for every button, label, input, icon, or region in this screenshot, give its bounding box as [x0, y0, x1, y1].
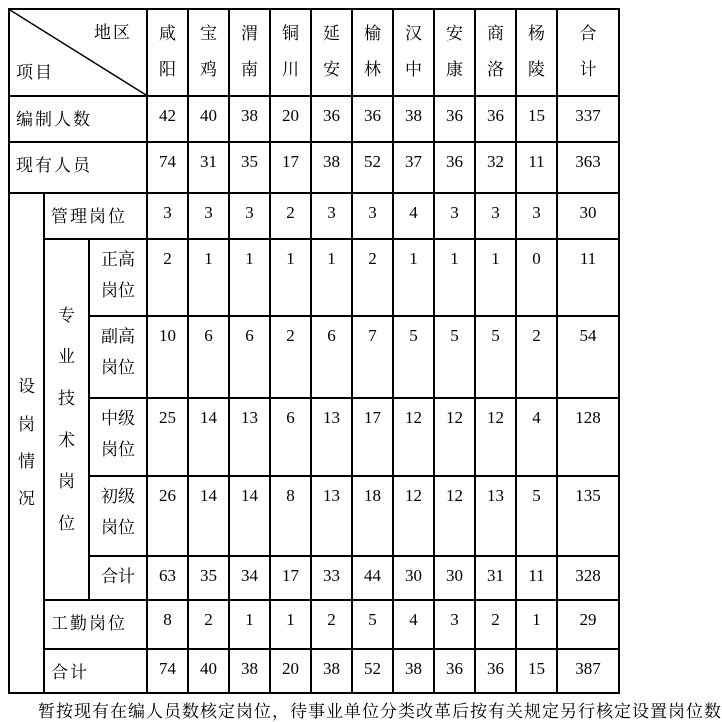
- value-cell: 328: [557, 556, 619, 600]
- value-cell: 29: [557, 600, 619, 649]
- table-row: [9, 556, 619, 600]
- column-header-label: 商洛: [486, 24, 504, 79]
- column-header: [352, 9, 393, 96]
- column-header-label: 宝鸡: [199, 24, 217, 79]
- value-cell: 54: [557, 316, 619, 398]
- value-cell: 44: [352, 556, 393, 600]
- value-cell: 363: [557, 142, 619, 193]
- group-label-professional-section: 专业技术岗位: [44, 239, 89, 600]
- value-cell: 10: [147, 316, 188, 398]
- value-cell: 36: [352, 96, 393, 142]
- value-cell: 2: [270, 316, 311, 398]
- value-cell: 36: [434, 96, 475, 142]
- value-cell: 5: [434, 316, 475, 398]
- table-row: [9, 476, 619, 556]
- value-cell: 1: [270, 239, 311, 316]
- value-cell: 52: [352, 649, 393, 693]
- value-cell: 1: [475, 239, 516, 316]
- value-cell: 6: [229, 316, 270, 398]
- value-cell: 11: [516, 556, 557, 600]
- value-cell: 38: [229, 96, 270, 142]
- corner-label-region: 地区: [94, 23, 132, 42]
- table-row: [9, 96, 619, 142]
- value-cell: 3: [475, 193, 516, 239]
- value-cell: 8: [270, 476, 311, 556]
- staffing-table: [8, 8, 620, 694]
- column-header-label: 咸阳: [158, 24, 176, 79]
- value-cell: 1: [516, 600, 557, 649]
- value-cell: 2: [270, 193, 311, 239]
- value-cell: 12: [434, 398, 475, 476]
- row-label: 中级岗位: [89, 398, 147, 476]
- row-label: 副高岗位: [89, 316, 147, 398]
- value-cell: 37: [393, 142, 434, 193]
- column-header: [516, 9, 557, 96]
- value-cell: 3: [434, 600, 475, 649]
- row-label: 初级岗位: [89, 476, 147, 556]
- column-header: [147, 9, 188, 96]
- value-cell: 4: [393, 193, 434, 239]
- value-cell: 3: [434, 193, 475, 239]
- value-cell: 3: [188, 193, 229, 239]
- table-row: [9, 600, 619, 649]
- value-cell: 36: [475, 96, 516, 142]
- value-cell: 12: [475, 398, 516, 476]
- value-cell: 35: [229, 142, 270, 193]
- value-cell: 30: [557, 193, 619, 239]
- value-cell: 11: [557, 239, 619, 316]
- group-label-staffing-section: 设岗情况: [9, 193, 44, 693]
- value-cell: 7: [352, 316, 393, 398]
- value-cell: 3: [352, 193, 393, 239]
- corner-label-project: 项目: [16, 63, 54, 82]
- column-header: [311, 9, 352, 96]
- value-cell: 38: [393, 96, 434, 142]
- value-cell: 1: [229, 600, 270, 649]
- value-cell: 0: [516, 239, 557, 316]
- value-cell: 15: [516, 649, 557, 693]
- value-cell: 36: [475, 649, 516, 693]
- value-cell: 6: [270, 398, 311, 476]
- value-cell: 12: [393, 398, 434, 476]
- value-cell: 5: [352, 600, 393, 649]
- value-cell: 36: [311, 96, 352, 142]
- value-cell: 40: [188, 649, 229, 693]
- value-cell: 25: [147, 398, 188, 476]
- value-cell: 13: [311, 476, 352, 556]
- value-cell: 20: [270, 649, 311, 693]
- value-cell: 1: [434, 239, 475, 316]
- column-header-label: 汉中: [404, 24, 422, 79]
- value-cell: 5: [516, 476, 557, 556]
- column-header-label: 铜川: [281, 24, 299, 79]
- value-cell: 3: [311, 193, 352, 239]
- value-cell: 2: [516, 316, 557, 398]
- value-cell: 2: [311, 600, 352, 649]
- column-header: [393, 9, 434, 96]
- corner-cell: [9, 9, 147, 96]
- column-header-label: 合计: [579, 24, 597, 79]
- column-header: [557, 9, 619, 96]
- value-cell: 3: [229, 193, 270, 239]
- value-cell: 40: [188, 96, 229, 142]
- value-cell: 38: [229, 649, 270, 693]
- value-cell: 6: [311, 316, 352, 398]
- value-cell: 1: [393, 239, 434, 316]
- value-cell: 11: [516, 142, 557, 193]
- value-cell: 1: [270, 600, 311, 649]
- column-header-label: 延安: [322, 24, 340, 79]
- value-cell: 2: [188, 600, 229, 649]
- value-cell: 13: [311, 398, 352, 476]
- value-cell: 74: [147, 142, 188, 193]
- value-cell: 17: [270, 142, 311, 193]
- column-header: [270, 9, 311, 96]
- table-row: [9, 142, 619, 193]
- column-header-label: 安康: [445, 24, 463, 79]
- value-cell: 135: [557, 476, 619, 556]
- table-row: [9, 193, 619, 239]
- value-cell: 18: [352, 476, 393, 556]
- row-label: 正高岗位: [89, 239, 147, 316]
- row-label: 编制人数: [9, 96, 147, 142]
- value-cell: 2: [147, 239, 188, 316]
- value-cell: 38: [393, 649, 434, 693]
- value-cell: 1: [229, 239, 270, 316]
- table-row: [9, 239, 619, 316]
- row-label: 合计: [89, 556, 147, 600]
- column-header-label: 榆林: [363, 24, 381, 79]
- value-cell: 36: [434, 142, 475, 193]
- column-header: [475, 9, 516, 96]
- value-cell: 128: [557, 398, 619, 476]
- value-cell: 14: [229, 476, 270, 556]
- table-row: [9, 398, 619, 476]
- value-cell: 14: [188, 398, 229, 476]
- value-cell: 2: [475, 600, 516, 649]
- value-cell: 35: [188, 556, 229, 600]
- value-cell: 34: [229, 556, 270, 600]
- value-cell: 5: [393, 316, 434, 398]
- column-header-label: 渭南: [240, 24, 258, 79]
- value-cell: 4: [393, 600, 434, 649]
- value-cell: 17: [352, 398, 393, 476]
- column-header-label: 杨陵: [527, 24, 545, 79]
- column-header: [229, 9, 270, 96]
- value-cell: 38: [311, 142, 352, 193]
- row-label: 合计: [44, 649, 147, 693]
- value-cell: 14: [188, 476, 229, 556]
- row-label: 管理岗位: [44, 193, 147, 239]
- column-header: [188, 9, 229, 96]
- value-cell: 13: [475, 476, 516, 556]
- value-cell: 13: [229, 398, 270, 476]
- value-cell: 31: [475, 556, 516, 600]
- value-cell: 1: [311, 239, 352, 316]
- value-cell: 26: [147, 476, 188, 556]
- value-cell: 2: [352, 239, 393, 316]
- value-cell: 4: [516, 398, 557, 476]
- value-cell: 6: [188, 316, 229, 398]
- column-header: [434, 9, 475, 96]
- row-label: 工勤岗位: [44, 600, 147, 649]
- value-cell: 63: [147, 556, 188, 600]
- value-cell: 12: [434, 476, 475, 556]
- value-cell: 387: [557, 649, 619, 693]
- table-row: [9, 649, 619, 693]
- value-cell: 31: [188, 142, 229, 193]
- row-label: 现有人员: [9, 142, 147, 193]
- value-cell: 74: [147, 649, 188, 693]
- value-cell: 5: [475, 316, 516, 398]
- value-cell: 8: [147, 600, 188, 649]
- value-cell: 3: [516, 193, 557, 239]
- value-cell: 1: [188, 239, 229, 316]
- value-cell: 38: [311, 649, 352, 693]
- value-cell: 337: [557, 96, 619, 142]
- header-row: [9, 9, 619, 96]
- value-cell: 3: [147, 193, 188, 239]
- value-cell: 17: [270, 556, 311, 600]
- value-cell: 42: [147, 96, 188, 142]
- value-cell: 30: [393, 556, 434, 600]
- value-cell: 33: [311, 556, 352, 600]
- value-cell: 30: [434, 556, 475, 600]
- value-cell: 32: [475, 142, 516, 193]
- value-cell: 12: [393, 476, 434, 556]
- value-cell: 36: [434, 649, 475, 693]
- footnote-clipped-text: 暂按现有在编人员数核定岗位，待事业单位分类改革后按有关规定另行核定设置岗位数: [38, 702, 722, 721]
- value-cell: 20: [270, 96, 311, 142]
- value-cell: 52: [352, 142, 393, 193]
- value-cell: 15: [516, 96, 557, 142]
- table-row: [9, 316, 619, 398]
